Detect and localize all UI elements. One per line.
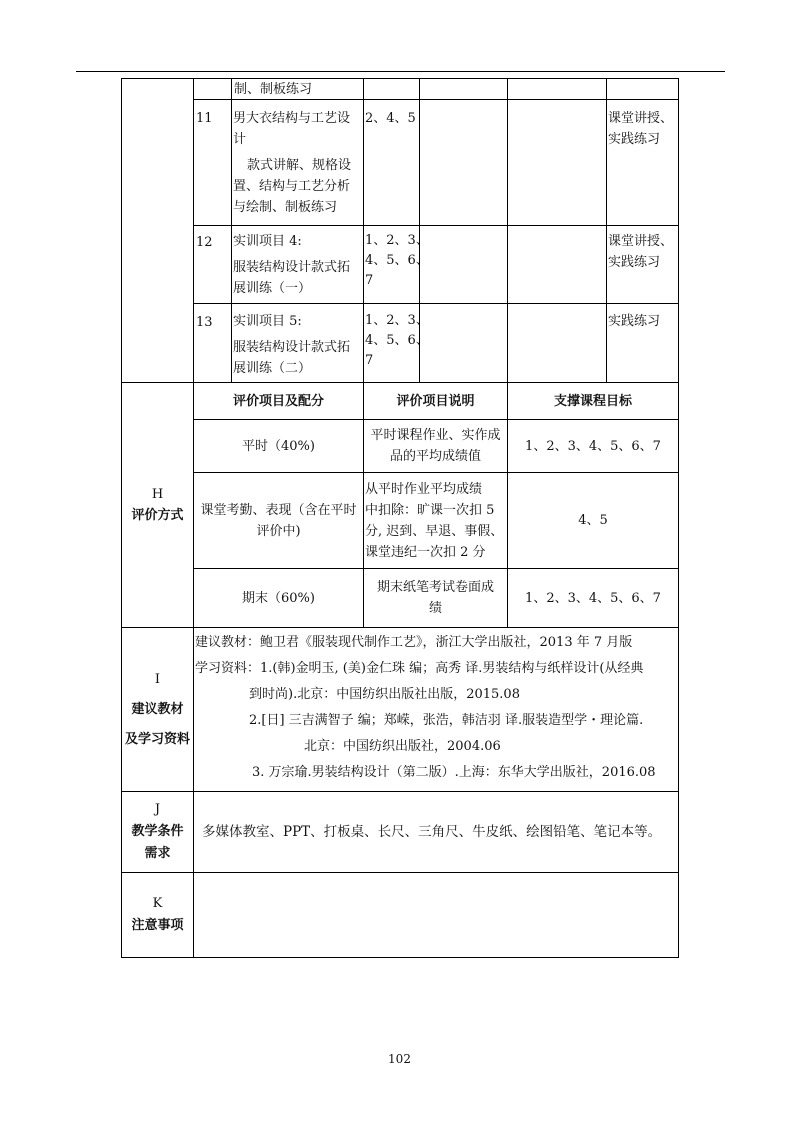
schedule-empty-cell bbox=[507, 225, 606, 303]
evaluation-header-item: 评价项目及配分 bbox=[193, 382, 363, 419]
evaluation-desc-cell: 期末纸笔考试卷面成 绩 bbox=[363, 568, 507, 627]
schedule-content-cell: 男大衣结构与工艺设 计 款式讲解、规格设 置、结构与工艺分析 与绘制、制板练习 bbox=[231, 99, 363, 225]
evaluation-targets-cell: 1、2、3、4、5、6、7 bbox=[507, 568, 679, 627]
schedule-content-cell: 实训项目 4: 服装结构设计款式拓 展训练（一） bbox=[231, 225, 363, 303]
schedule-objectives-cell: 1、2、3、 4、5、6、 7 bbox=[363, 303, 419, 382]
conditions-section-label: J 教学条件 需求 bbox=[121, 791, 193, 872]
evaluation-item-cell: 平时（40%) bbox=[193, 419, 363, 472]
schedule-method-cell: 课堂讲授、 实践练习 bbox=[606, 99, 679, 225]
evaluation-header-desc: 评价项目说明 bbox=[363, 382, 507, 419]
schedule-objectives-cell bbox=[363, 78, 419, 99]
schedule-method-cell bbox=[606, 78, 679, 99]
schedule-empty-cell bbox=[507, 99, 606, 225]
schedule-objectives-cell: 1、2、3、 4、5、6、 7 bbox=[363, 225, 419, 303]
notes-content-cell bbox=[193, 872, 679, 958]
schedule-empty-cell bbox=[507, 303, 606, 382]
notes-section-label: K 注意事项 bbox=[121, 872, 193, 958]
schedule-col4-cell bbox=[419, 78, 507, 99]
schedule-num-cell: 12 bbox=[193, 225, 231, 303]
evaluation-desc-cell: 平时课程作业、实作成 品的平均成绩值 bbox=[363, 419, 507, 472]
schedule-content-cell: 实训项目 5: 服装结构设计款式拓 展训练（二） bbox=[231, 303, 363, 382]
schedule-num-cell bbox=[193, 78, 231, 99]
page-number: 102 bbox=[388, 1052, 411, 1066]
conditions-content-cell: 多媒体教室、PPT、打板桌、长尺、三角尺、牛皮纸、绘图铅笔、笔记本等。 bbox=[193, 791, 679, 872]
schedule-num-cell: 11 bbox=[193, 99, 231, 225]
evaluation-item-cell: 期末（60%) bbox=[193, 568, 363, 627]
evaluation-item-cell: 课堂考勤、表现（含在平时 评价中) bbox=[193, 472, 363, 568]
schedule-num-cell: 13 bbox=[193, 303, 231, 382]
evaluation-targets-cell: 1、2、3、4、5、6、7 bbox=[507, 419, 679, 472]
evaluation-desc-cell: 从平时作业平均成绩 中扣除：旷课一次扣 5 分, 迟到、早退、事假、 课堂违纪一次扣 2 分 bbox=[363, 472, 507, 568]
header-rule bbox=[76, 71, 725, 72]
evaluation-section-label: H 评价方式 bbox=[121, 382, 193, 627]
schedule-col4-cell bbox=[419, 99, 507, 225]
materials-section-label: I 建议教材 及学习资料 bbox=[121, 627, 193, 791]
evaluation-header-targets: 支撑课程目标 bbox=[507, 382, 679, 419]
materials-content-cell: 建议教材：鲍卫君《服装现代制作工艺》，浙江大学出版社，2013 年 7 月版 学习资料：1.(韩)金明玉, (美)金仁珠 编；高秀 译.男装结构与纸样设计(从经典 到时尚).北京：中国纺织出版社出版，2015.08 2.[日] 三吉满智子 编；郑嵘，张浩，韩洁羽 译.服装造型学・理论篇. 北京：中国纺织出版社，2004.06 3. 万宗瑜.男装结构设计（第二版）.上海：东华大学出版社，2016.08 bbox=[193, 627, 679, 791]
schedule-method-cell: 课堂讲授、 实践练习 bbox=[606, 225, 679, 303]
evaluation-targets-cell: 4、5 bbox=[507, 472, 679, 568]
schedule-col4-cell bbox=[419, 225, 507, 303]
schedule-content-cell: 制、制板练习 bbox=[231, 78, 363, 99]
schedule-method-cell: 实践练习 bbox=[606, 303, 679, 382]
schedule-col4-cell bbox=[419, 303, 507, 382]
schedule-label-cell bbox=[121, 78, 193, 382]
schedule-empty-cell bbox=[507, 78, 606, 99]
schedule-objectives-cell: 2、4、5 bbox=[363, 99, 419, 225]
